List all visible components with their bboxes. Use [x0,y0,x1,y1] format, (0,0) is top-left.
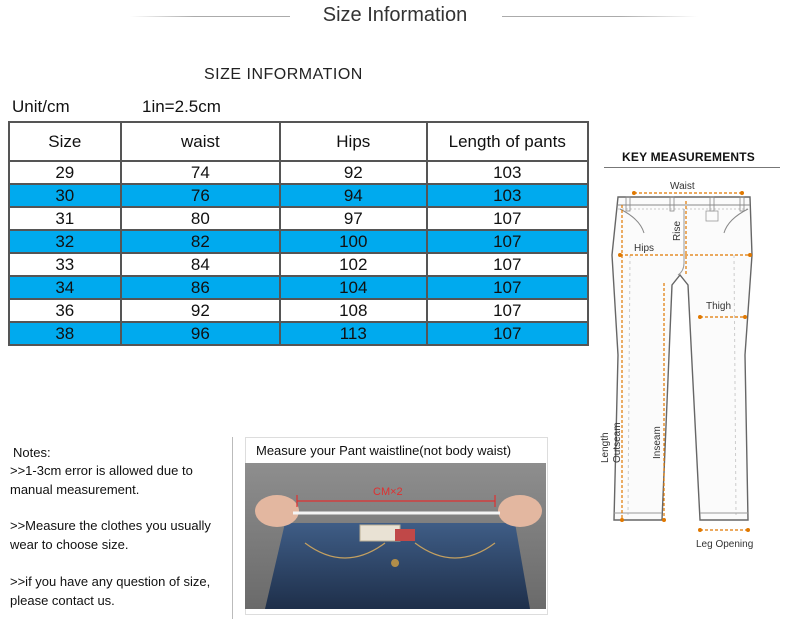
cell-hips: 92 [280,161,426,184]
inseam-label: Inseam [652,426,663,459]
length-label: Length [600,432,611,463]
cell-length: 103 [427,161,589,184]
cell-size: 31 [9,207,121,230]
measure-endpoint [698,528,702,532]
cell-hips: 100 [280,230,426,253]
button [391,559,399,567]
note-item: >>Measure the clothes you usually wear to choose size. [10,518,211,552]
header-divider-right [502,16,698,17]
cell-hips: 102 [280,253,426,276]
table-row [9,184,588,207]
cell-length: 107 [427,253,589,276]
cell-waist: 86 [121,276,280,299]
measure-endpoint [743,315,747,319]
cell-length: 107 [427,207,589,230]
cell-length: 103 [427,184,589,207]
cell-hips: 113 [280,322,426,345]
measure-endpoint [620,518,624,522]
waist-label: Waist [670,181,695,192]
note-item: >>if you have any question of size, please contact us. [10,574,211,608]
waistband-tag [360,525,400,541]
header-hips: Hips [280,122,426,161]
cell-length: 107 [427,276,589,299]
cell-waist: 82 [121,230,280,253]
measure-endpoint [740,191,744,195]
brand-patch [395,529,415,541]
photo-caption: Measure your Pant waistline(not body waist) [256,443,512,458]
note-item: >>1-3cm error is allowed due to manual measurement. [10,463,193,497]
unit-label: Unit/cm [12,97,70,116]
cell-length: 107 [427,299,589,322]
size-table [8,121,589,346]
cell-size: 29 [9,161,121,184]
measure-endpoint [746,528,750,532]
cell-hips: 104 [280,276,426,299]
cell-length: 107 [427,230,589,253]
cell-waist: 80 [121,207,280,230]
measure-label: CM×2 [373,486,403,498]
right-hand [498,495,542,527]
outseam-label: Outseam [612,422,623,463]
header-length: Length of pants [427,122,589,161]
left-hand [255,495,299,527]
notes-title: Notes: [13,445,51,460]
measure-endpoint [618,253,622,257]
cell-hips: 97 [280,207,426,230]
table-row [9,253,588,276]
cell-waist: 92 [121,299,280,322]
table-header-row [9,122,588,161]
key-measurements-title: KEY MEASUREMENTS [622,150,755,164]
thigh-label: Thigh [706,301,732,312]
table-row [9,299,588,322]
measure-endpoint [662,518,666,522]
waistline-photo [245,463,546,609]
table-row [9,161,588,184]
pants-outline [612,197,752,520]
cell-hips: 108 [280,299,426,322]
table-row [9,230,588,253]
pants-diagram [600,175,790,555]
cell-waist: 74 [121,161,280,184]
table-row [9,207,588,230]
cell-size: 34 [9,276,121,299]
hips-label: Hips [634,243,655,254]
header-size: Size [9,122,121,161]
cell-size: 32 [9,230,121,253]
conversion-label: 1in=2.5cm [142,97,221,116]
table-row [9,276,588,299]
measure-endpoint [748,253,752,257]
cell-waist: 84 [121,253,280,276]
measure-endpoint [698,315,702,319]
measure-endpoint [632,191,636,195]
key-measurements-divider [604,167,780,168]
header-waist: waist [121,122,280,161]
cell-length: 107 [427,322,589,345]
table-row [9,322,588,345]
leg-opening-label: Leg Opening [696,539,754,550]
cell-waist: 76 [121,184,280,207]
cell-size: 38 [9,322,121,345]
page-title: Size Information [322,4,468,26]
cell-size: 30 [9,184,121,207]
cell-hips: 94 [280,184,426,207]
table-title: SIZE INFORMATION [204,66,363,83]
cell-size: 33 [9,253,121,276]
cell-size: 36 [9,299,121,322]
cell-waist: 96 [121,322,280,345]
rise-label: Rise [672,220,683,241]
